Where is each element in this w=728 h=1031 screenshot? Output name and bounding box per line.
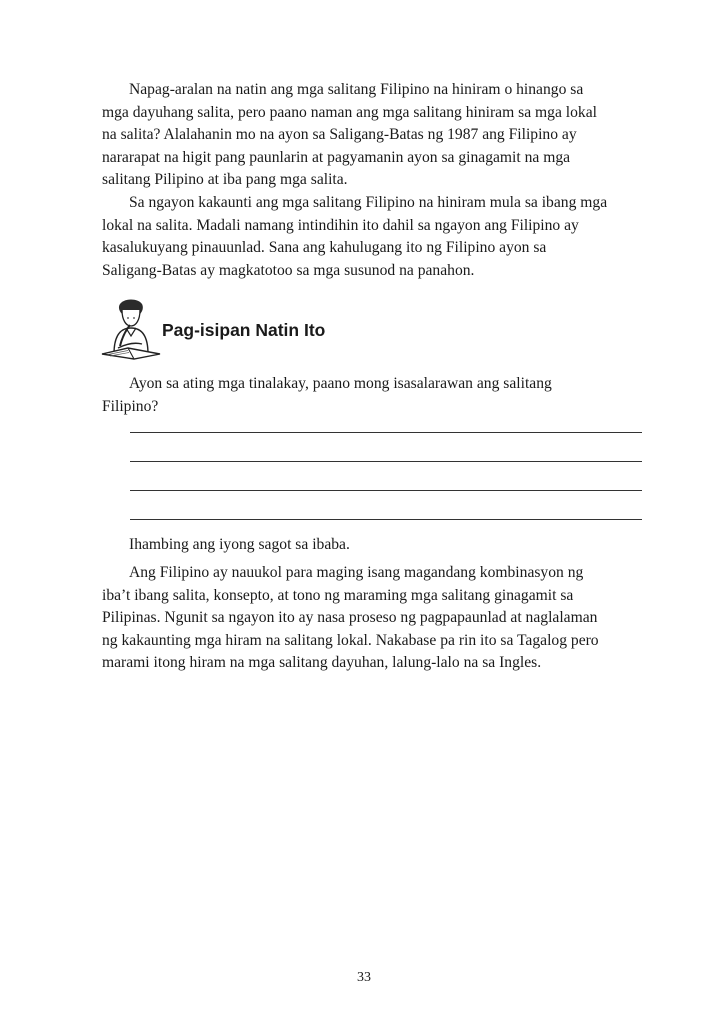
paragraph-line: salitang Pilipino at iba pang mga salita.: [102, 171, 348, 189]
paragraph-line: nararapat na higit pang paunlarin at pagyamanin ayon sa ginagamit na mga: [102, 148, 571, 166]
paragraph-line: mga dayuhang salita, pero paano naman ang mga salitang hiniram sa mga lokal: [102, 103, 597, 121]
paragraph-line: Filipino?: [102, 397, 159, 415]
paragraph-line: Sa ngayon kakaunti ang mga salitang Filipino na hiniram mula sa ibang mga: [129, 194, 608, 211]
section-heading: Pag-isipan Natin Ito: [162, 320, 326, 340]
paragraph-line: Pilipinas. Ngunit sa ngayon ito ay nasa proseso ng pagpapaunlad at naglalaman: [102, 609, 598, 627]
answer-paragraph: [102, 562, 650, 675]
page-number: 33: [357, 970, 371, 985]
answer-line-2[interactable]: [130, 461, 642, 462]
paragraph-line: lokal na salita. Madali namang intindihin ito dahil sa ngayon ang Filipino ay: [102, 216, 579, 234]
paragraph-line: Ayon sa ating mga tinalakay, paano mong isasalarawan ang salitang: [129, 375, 552, 392]
paragraph-line: Saligang-Batas ay magkatotoo sa mga susunod na panahon.: [102, 261, 475, 279]
thinking-person-icon: [100, 296, 162, 360]
paragraph-line: Ihambing ang iyong sagot sa ibaba.: [129, 536, 350, 553]
question-paragraph: [102, 373, 650, 418]
answer-line-4[interactable]: [130, 519, 642, 520]
answer-line-1[interactable]: [130, 432, 642, 433]
intro-paragraph: [102, 79, 650, 192]
paragraph-line: ng kakaunting mga hiram na salitang lokal. Nakabase pa rin ito sa Tagalog pero: [102, 631, 599, 649]
paragraph-line: Napag-aralan na natin ang mga salitang Filipino na hiniram o hinango sa: [129, 81, 584, 98]
second-paragraph: [102, 192, 650, 282]
paragraph-line: kasalukuyang pinauunlad. Sana ang kahulugang ito ng Filipino ayon sa: [102, 239, 547, 257]
paragraph-line: marami itong hiram na mga salitang dayuhan, lalung-lalo na sa Ingles.: [102, 654, 542, 672]
instruction-text: [102, 534, 650, 557]
paragraph-line: Ang Filipino ay nauukol para maging isang magandang kombinasyon ng: [129, 564, 584, 581]
paragraph-line: iba’t ibang salita, konsepto, at tono ng maraming mga salitang ginagamit sa: [102, 586, 574, 604]
answer-line-3[interactable]: [130, 490, 642, 491]
paragraph-line: na salita? Alalahanin mo na ayon sa Saligang-Batas ng 1987 ang Filipino ay: [102, 126, 577, 144]
